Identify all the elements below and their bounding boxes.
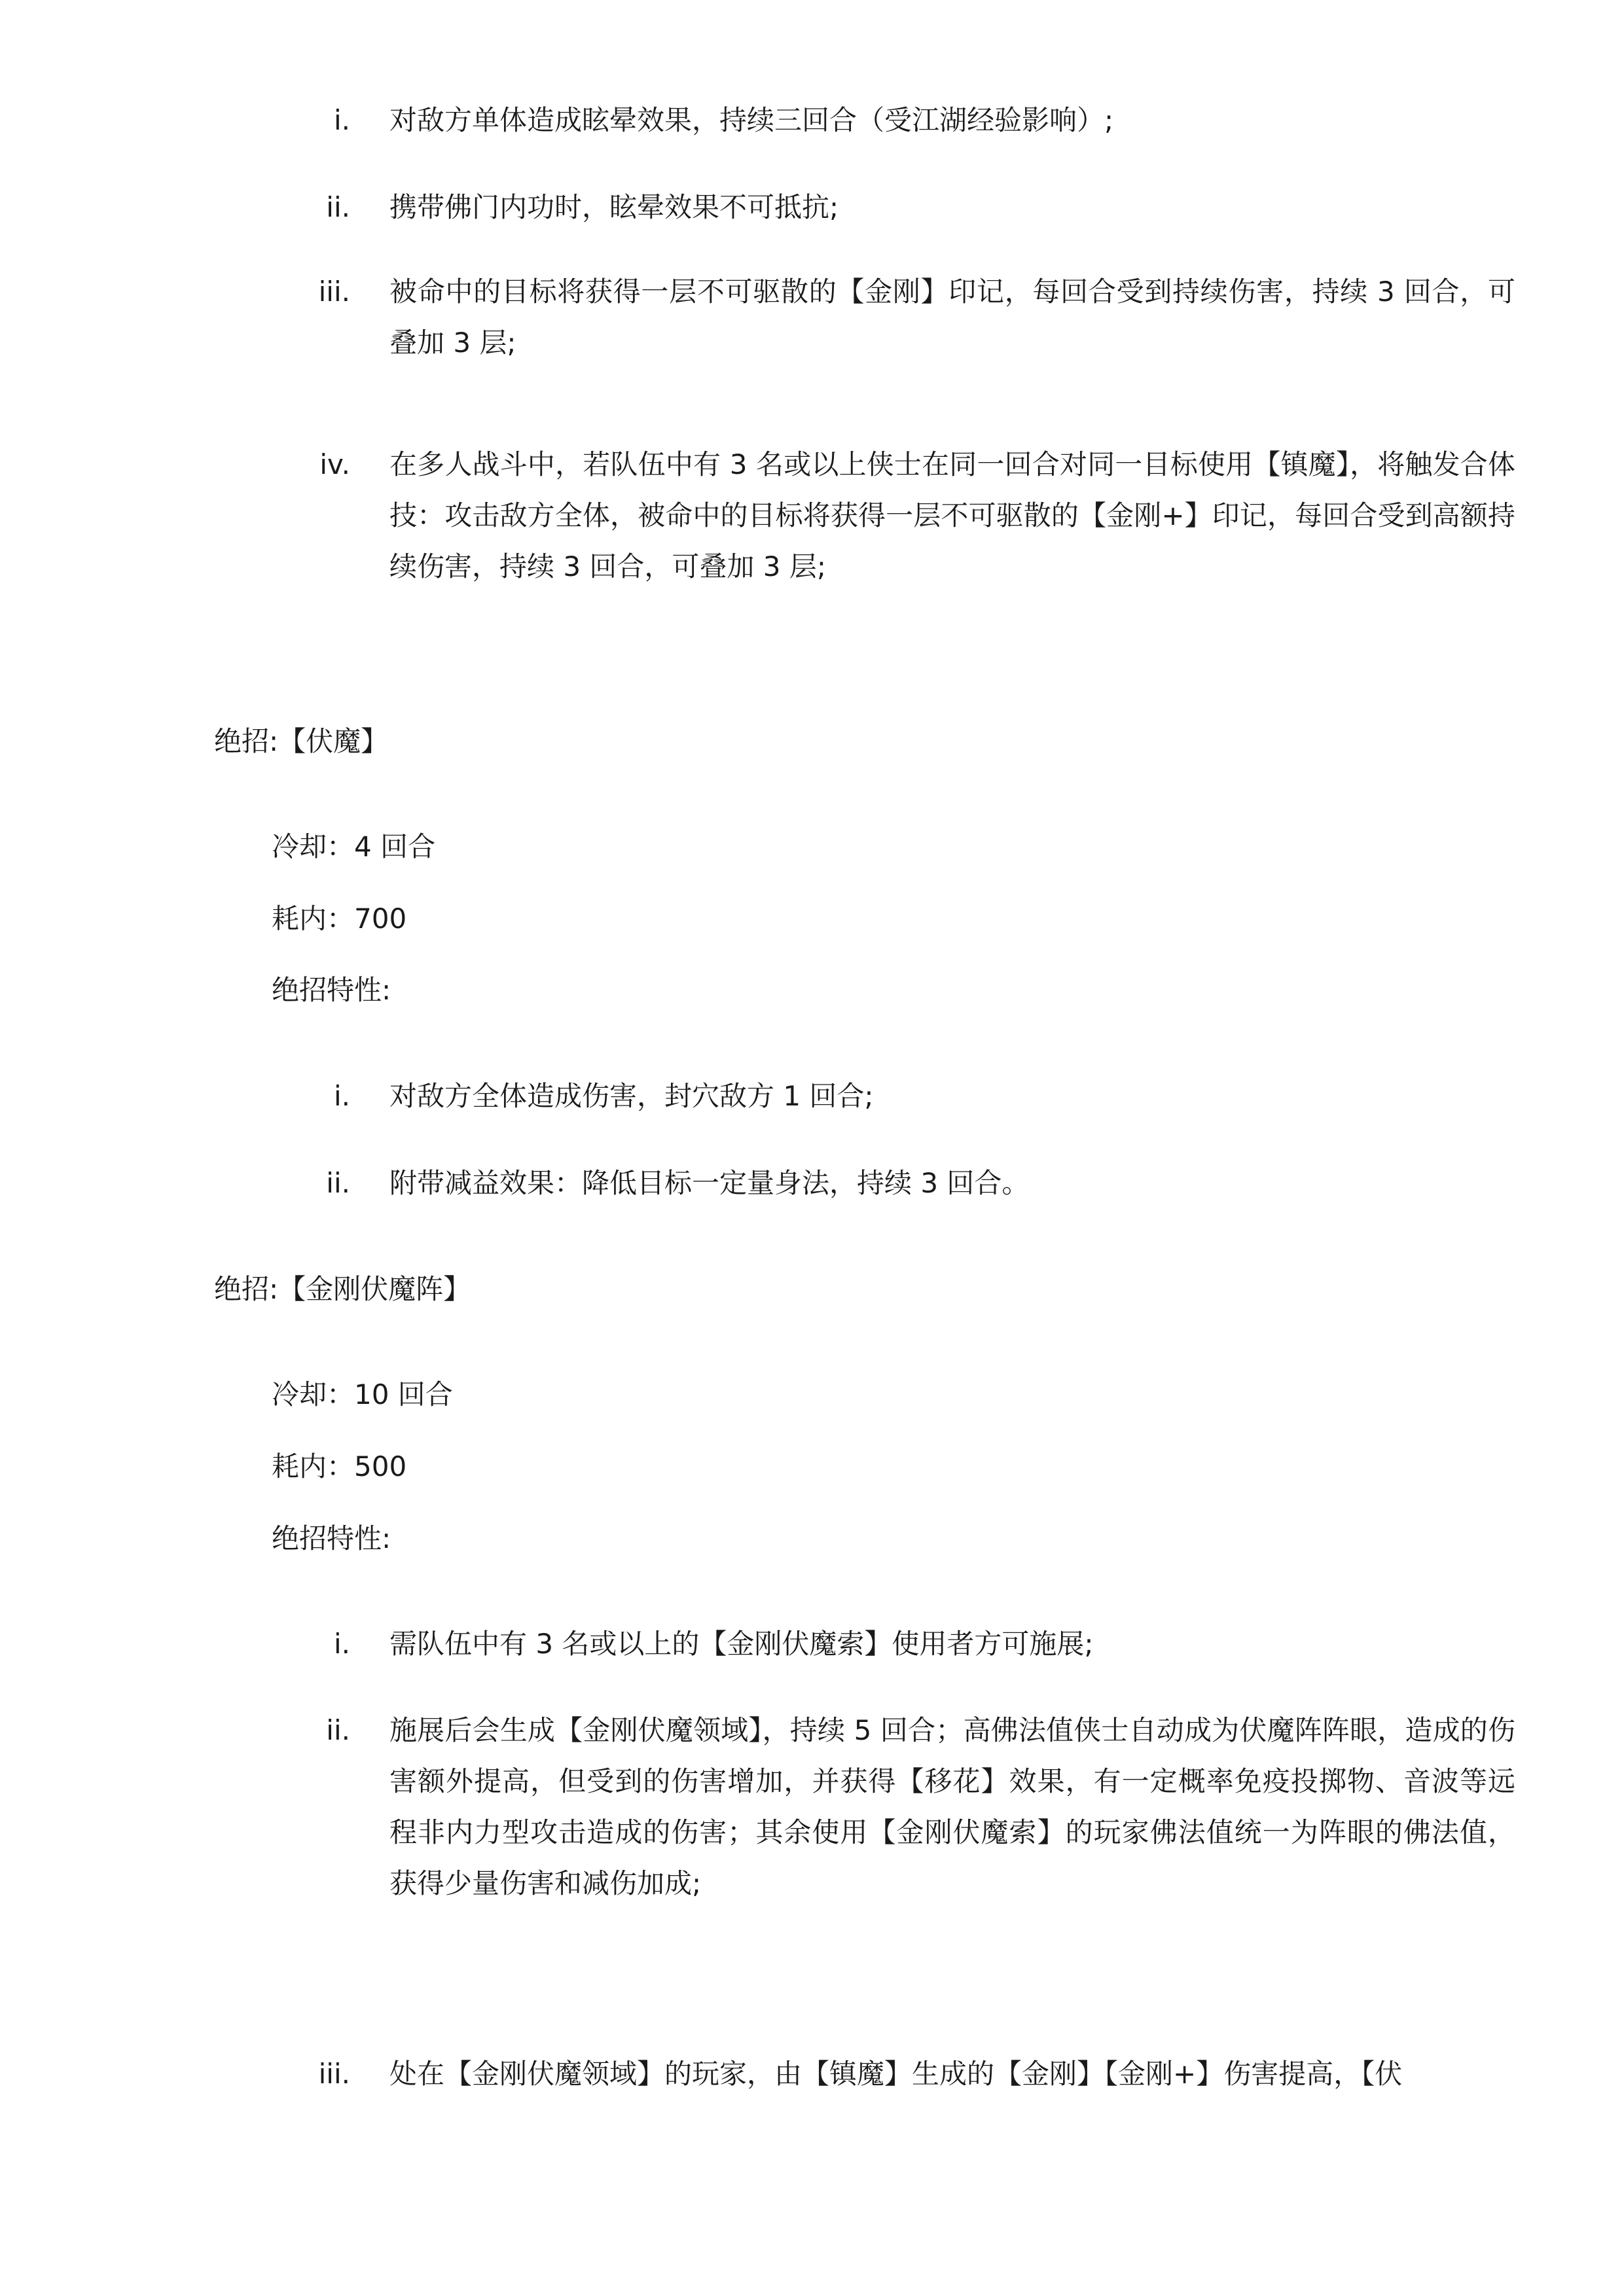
list-text: 处在【金刚伏魔领域】的玩家，由【镇魔】生成的【金刚】【金刚+】伤害提高，【伏 (389, 2058, 1403, 2090)
cooldown-text: 冷却：4 回合 (272, 831, 436, 863)
list-number: ii. (326, 1714, 350, 1746)
traits-label: 绝招特性: (272, 1522, 391, 1554)
list-number: ii. (326, 1167, 350, 1199)
list-text: 附带减益效果：降低目标一定量身法，持续 3 回合。 (389, 1167, 1030, 1199)
cost-text: 耗内：700 (272, 903, 407, 935)
section-heading: 绝招:【伏魔】 (214, 725, 389, 757)
list-text: 需队伍中有 3 名或以上的【金刚伏魔索】使用者方可施展; (389, 1628, 1094, 1660)
list-text: 施展后会生成【金刚伏魔领域】，持续 5 回合；高佛法值侠士自动成为伏魔阵阵眼，造成的伤害额外提高，但受到的伤害增加，并获得【移花】效果，有一定概率免疫投掷物、音波等远程非内力型攻击造成的伤害；其余使用【金刚伏魔索】的玩家佛法值统一为阵眼的佛法值，获得少量伤害和减伤加成; (389, 1714, 1515, 1899)
list-number: i. (333, 1628, 350, 1660)
list-text: 被命中的目标将获得一层不可驱散的【金刚】印记，每回合受到持续伤害，持续 3 回合，可叠加 3 层; (389, 276, 1515, 359)
cooldown-text: 冷却：10 回合 (272, 1378, 453, 1410)
list-text: 对敌方单体造成眩晕效果，持续三回合（受江湖经验影响）; (389, 104, 1114, 136)
list-number: i. (333, 1080, 350, 1112)
section-heading: 绝招:【金刚伏魔阵】 (214, 1273, 471, 1305)
cost-text: 耗内：500 (272, 1450, 407, 1482)
list-number: ii. (326, 191, 350, 223)
list-number: iii. (318, 276, 350, 308)
list-text: 携带佛门内功时，眩晕效果不可抵抗; (389, 191, 839, 223)
list-text: 在多人战斗中，若队伍中有 3 名或以上侠士在同一回合对同一目标使用【镇魔】，将触发合体技：攻击敌方全体，被命中的目标将获得一层不可驱散的【金刚+】印记，每回合受到高额持续伤害，持续 3 回合，可叠加 3 层; (389, 448, 1515, 583)
traits-label: 绝招特性: (272, 974, 391, 1006)
list-text: 对敌方全体造成伤害，封穴敌方 1 回合; (389, 1080, 874, 1112)
list-number: iii. (318, 2058, 350, 2090)
list-number: i. (333, 104, 350, 136)
list-number: iv. (319, 448, 350, 480)
